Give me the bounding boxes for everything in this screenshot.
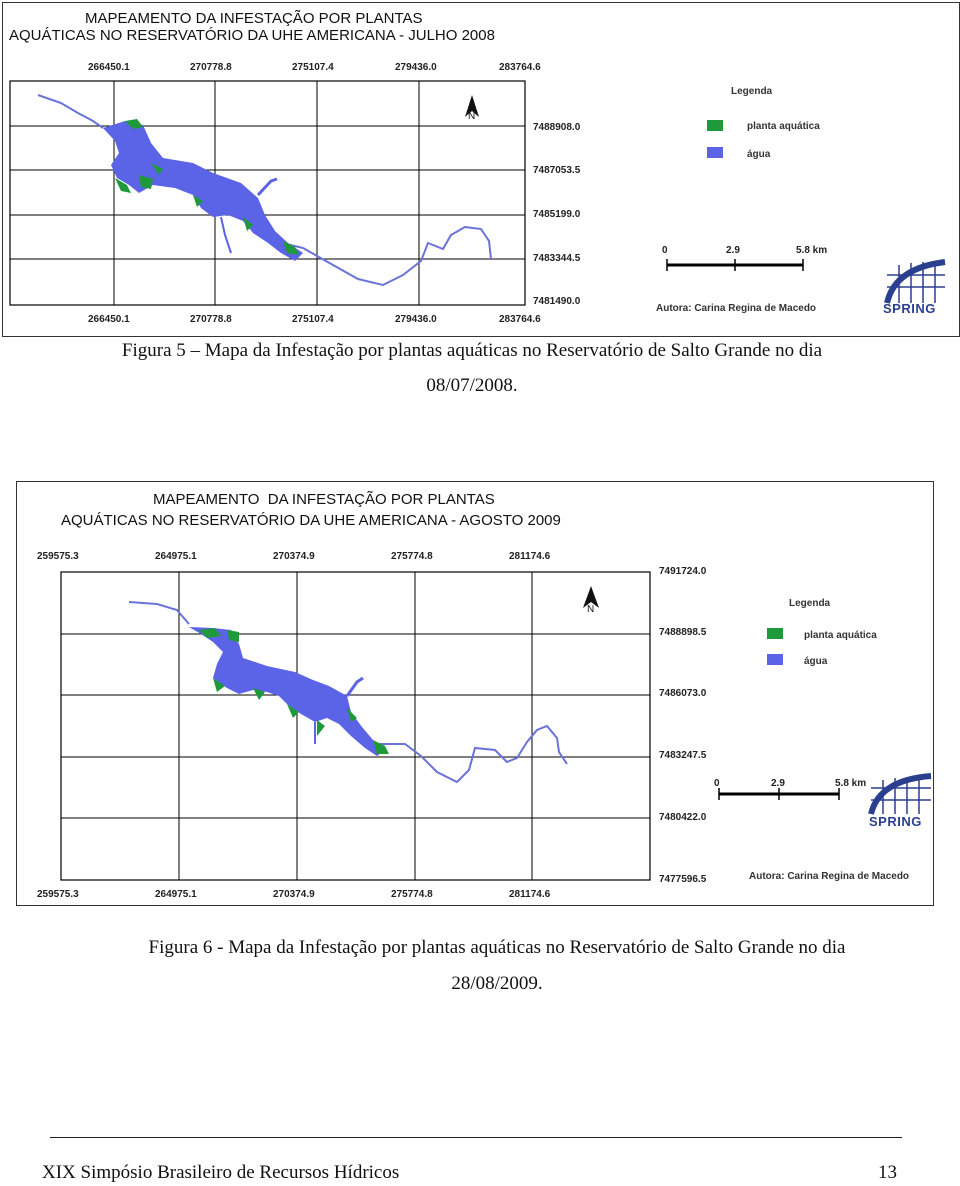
y-coord: 7485199.0 <box>533 209 581 220</box>
x-coord-bottom: 275774.8 <box>391 889 433 900</box>
y-coord: 7481490.0 <box>533 296 581 307</box>
y-coord: 7486073.0 <box>659 688 707 699</box>
legend-title: Legenda <box>731 86 773 97</box>
x-coord-bottom: 270374.9 <box>273 889 315 900</box>
y-coord: 7477596.5 <box>659 874 707 885</box>
x-coord-bottom: 259575.3 <box>37 889 79 900</box>
spring-logo-text: SPRING <box>883 301 936 316</box>
scale-label: 2.9 <box>771 778 785 789</box>
y-coord: 7483344.5 <box>533 253 581 264</box>
scale-label: 5.8 km <box>835 778 867 789</box>
footer-conference-name: XIX Simpósio Brasileiro de Recursos Hídricos <box>42 1162 400 1183</box>
y-coord: 7480422.0 <box>659 812 707 823</box>
scale-label: 2.9 <box>726 245 740 256</box>
spring-logo-graphic <box>871 776 931 814</box>
x-coord-top: 275774.8 <box>391 551 433 562</box>
figure-5-caption-line-1: Figura 5 – Mapa da Infestação por plantas aquáticas no Reservatório de Salto Grande no dia <box>121 340 823 361</box>
x-coord-top: 266450.1 <box>88 62 130 73</box>
figure-5-caption-line-2: 08/07/2008. <box>426 375 518 396</box>
scale-label: 0 <box>662 245 668 256</box>
x-coord-top: 264975.1 <box>155 551 197 562</box>
figure-6-caption-line-2: 28/08/2009. <box>451 973 543 994</box>
footer-rule <box>50 1137 902 1138</box>
x-coord-top: 275107.4 <box>292 62 334 73</box>
x-coord-bottom: 270778.8 <box>190 314 232 325</box>
legend-item-plant: planta aquática <box>804 630 877 641</box>
x-coord-bottom: 275107.4 <box>292 314 334 325</box>
footer-page-number: 13 <box>878 1162 897 1183</box>
legend-swatch-water <box>707 147 723 158</box>
map-author: Autora: Carina Regina de Macedo <box>656 303 817 314</box>
figure-5-title-line-2: AQUÁTICAS NO RESERVATÓRIO DA UHE AMERICANA - JULHO 2008 <box>9 27 495 44</box>
x-coord-bottom: 266450.1 <box>88 314 130 325</box>
x-coord-top: 270374.9 <box>273 551 315 562</box>
figure-6-title-line-2: AQUÁTICAS NO RESERVATÓRIO DA UHE AMERICANA - AGOSTO 2009 <box>61 512 561 529</box>
legend-item-plant: planta aquática <box>747 121 820 132</box>
x-coord-top: 279436.0 <box>395 62 437 73</box>
legend-swatch-plant <box>767 628 783 639</box>
figure-5-map <box>2 2 960 337</box>
x-coord-bottom: 279436.0 <box>395 314 437 325</box>
spring-logo-text: SPRING <box>869 814 922 829</box>
legend-item-water: água <box>747 149 771 160</box>
y-coord: 7487053.5 <box>533 165 581 176</box>
figure-6-map <box>16 481 934 906</box>
y-coord: 7483247.5 <box>659 750 707 761</box>
x-coord-bottom: 264975.1 <box>155 889 197 900</box>
legend-title: Legenda <box>789 598 831 609</box>
figure-6-title-line-1: MAPEAMENTO DA INFESTAÇÃO POR PLANTAS <box>153 491 495 508</box>
scale-label: 5.8 km <box>796 245 828 256</box>
figure-6-caption-line-1: Figura 6 - Mapa da Infestação por plantas aquáticas no Reservatório de Salto Grande no dia <box>148 937 846 958</box>
figure-5-map-graphic <box>3 3 959 336</box>
north-arrow-label: N <box>587 604 595 615</box>
legend-item-water: água <box>804 656 828 667</box>
y-coord: 7491724.0 <box>659 566 707 577</box>
legend-swatch-water <box>767 654 783 665</box>
x-coord-top: 281174.6 <box>509 551 551 562</box>
y-coord: 7488908.0 <box>533 122 581 133</box>
x-coord-top: 270778.8 <box>190 62 232 73</box>
legend-swatch-plant <box>707 120 723 131</box>
scale-label: 0 <box>714 778 720 789</box>
x-coord-top: 283764.6 <box>499 62 541 73</box>
y-coord: 7488898.5 <box>659 627 707 638</box>
north-arrow-label: N <box>468 111 476 122</box>
map-author: Autora: Carina Regina de Macedo <box>749 871 910 882</box>
spring-logo-graphic <box>887 262 945 303</box>
figure-5-title-line-1: MAPEAMENTO DA INFESTAÇÃO POR PLANTAS <box>85 10 423 27</box>
x-coord-top: 259575.3 <box>37 551 79 562</box>
x-coord-bottom: 283764.6 <box>499 314 541 325</box>
figure-6-map-graphic <box>17 482 933 905</box>
x-coord-bottom: 281174.6 <box>509 889 551 900</box>
